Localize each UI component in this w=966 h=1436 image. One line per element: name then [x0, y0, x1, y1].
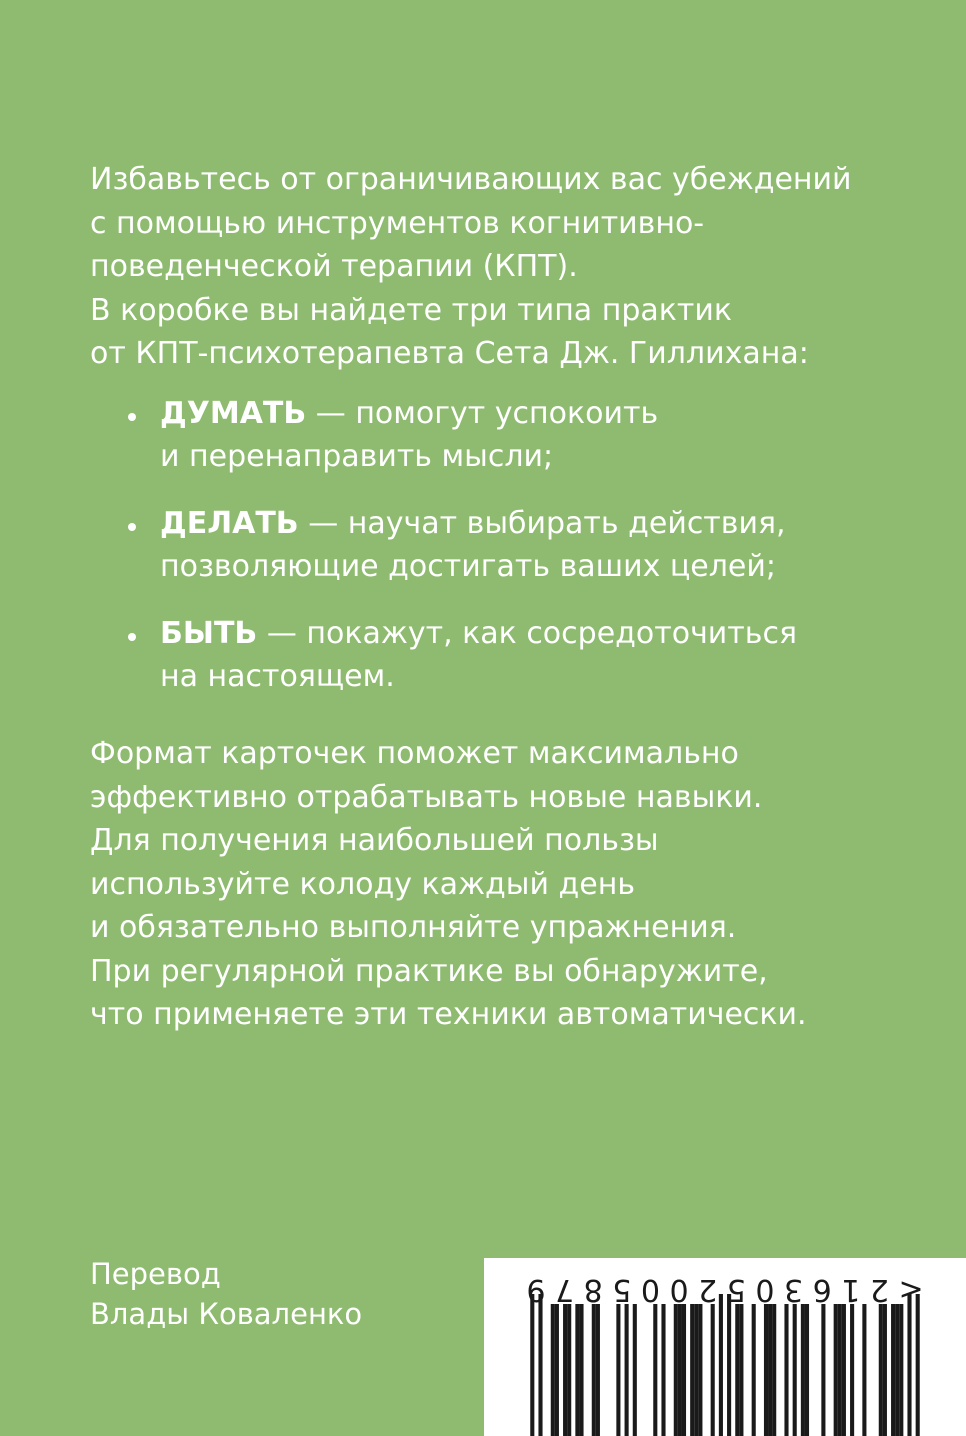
practice-description-line: позволяющие достигать ваших целей;	[160, 549, 776, 584]
barcode-bar	[883, 1304, 887, 1436]
barcode-bar	[538, 1294, 542, 1436]
barcode-bar	[768, 1304, 772, 1436]
intro-line: Избавьтесь от ограничивающих вас убеждений	[90, 162, 852, 197]
barcode-bar	[694, 1304, 698, 1436]
translator-credit	[90, 1254, 362, 1334]
barcode-bar	[772, 1304, 776, 1436]
barcode-bar	[678, 1304, 682, 1436]
barcode-bar	[711, 1304, 715, 1436]
practice-description: — покажут, как сосредоточиться	[257, 616, 798, 651]
barcode-bar	[719, 1294, 723, 1436]
barcode-bar	[838, 1304, 842, 1436]
barcode-bar	[555, 1304, 559, 1436]
practice-term: ДЕЛАТЬ	[160, 506, 299, 541]
barcode-bar	[592, 1304, 596, 1436]
barcode-bar	[899, 1304, 903, 1436]
practice-term: БЫТЬ	[160, 616, 258, 651]
barcode-bars	[530, 1294, 920, 1436]
barcode-bar	[563, 1304, 567, 1436]
outro-line: эффективно отрабатывать новые навыки.	[90, 779, 763, 815]
bullet-dot-icon	[128, 413, 136, 421]
practice-description-line: и перенаправить мысли;	[160, 439, 554, 474]
barcode-bar	[530, 1294, 534, 1436]
outro-paragraph	[90, 732, 890, 1037]
barcode-bar	[739, 1304, 743, 1436]
barcode-bar	[690, 1304, 694, 1436]
barcode-bar	[834, 1304, 838, 1436]
barcode-bar	[575, 1304, 579, 1436]
barcode-bar	[850, 1304, 854, 1436]
barcode-bar	[625, 1304, 629, 1436]
barcode-bar	[862, 1304, 866, 1436]
intro-line: с помощью инструментов когнитивно-	[90, 205, 705, 241]
barcode-bar	[895, 1304, 899, 1436]
barcode-bar	[596, 1304, 600, 1436]
practice-term: ДУМАТЬ	[160, 396, 307, 431]
practice-item-think	[128, 392, 888, 478]
barcode-bar	[633, 1304, 637, 1436]
barcode-bar	[661, 1304, 665, 1436]
practice-description-line: на настоящем.	[160, 659, 395, 694]
outro-line: Для получения наибольшей пользы	[90, 823, 659, 858]
practice-list	[128, 392, 888, 722]
barcode-bar	[674, 1304, 678, 1436]
credit-label: Перевод	[90, 1257, 221, 1291]
barcode-bar	[891, 1304, 895, 1436]
barcode-graphic	[484, 1258, 966, 1436]
intro-line: В коробке вы найдете три типа практик	[90, 292, 732, 328]
outro-line: и обязательно выполняйте упражнения.	[90, 910, 737, 945]
intro-paragraph	[90, 158, 890, 376]
barcode-bar	[879, 1304, 883, 1436]
barcode-bar	[801, 1304, 805, 1436]
practice-item-be	[128, 612, 888, 698]
barcode-bar	[579, 1304, 583, 1436]
barcode-bar	[793, 1304, 797, 1436]
intro-line: от КПТ-психотерапевта Сета Дж. Гиллихана:	[90, 336, 809, 371]
barcode-bar	[567, 1304, 571, 1436]
barcode-bar	[698, 1304, 702, 1436]
barcode-bar	[805, 1304, 809, 1436]
barcode-bar	[752, 1304, 756, 1436]
outro-line: используйте колоду каждый день	[90, 866, 636, 902]
barcode-bar	[821, 1304, 825, 1436]
bullet-dot-icon	[128, 523, 136, 531]
barcode-bar	[551, 1304, 555, 1436]
isbn-barcode	[484, 1258, 966, 1436]
barcode-bar	[784, 1304, 788, 1436]
practice-item-do	[128, 502, 888, 588]
barcode-bar	[764, 1304, 768, 1436]
practice-description: — научат выбирать действия,	[298, 506, 786, 541]
outro-line: Формат карточек поможет максимально	[90, 736, 739, 771]
outro-line: что применяете эти техники автоматически.	[90, 997, 807, 1032]
barcode-bar	[916, 1294, 920, 1436]
barcode-bar	[842, 1304, 846, 1436]
barcode-bar	[616, 1304, 620, 1436]
barcode-bar	[653, 1304, 657, 1436]
barcode-bar	[735, 1304, 739, 1436]
practice-description: — помогут успокоить	[306, 396, 659, 431]
barcode-bar	[727, 1294, 731, 1436]
barcode-digits: < 2 1 6 3 0 5 2 0 0 5 8 7 9	[526, 1272, 924, 1307]
outro-line: При регулярной практике вы обнаружите,	[90, 953, 768, 989]
translator-name: Влады Коваленко	[90, 1297, 363, 1331]
intro-line: поведенческой терапии (КПТ).	[90, 249, 578, 284]
barcode-bar	[682, 1304, 686, 1436]
bullet-dot-icon	[128, 633, 136, 641]
barcode-bar	[907, 1294, 911, 1436]
